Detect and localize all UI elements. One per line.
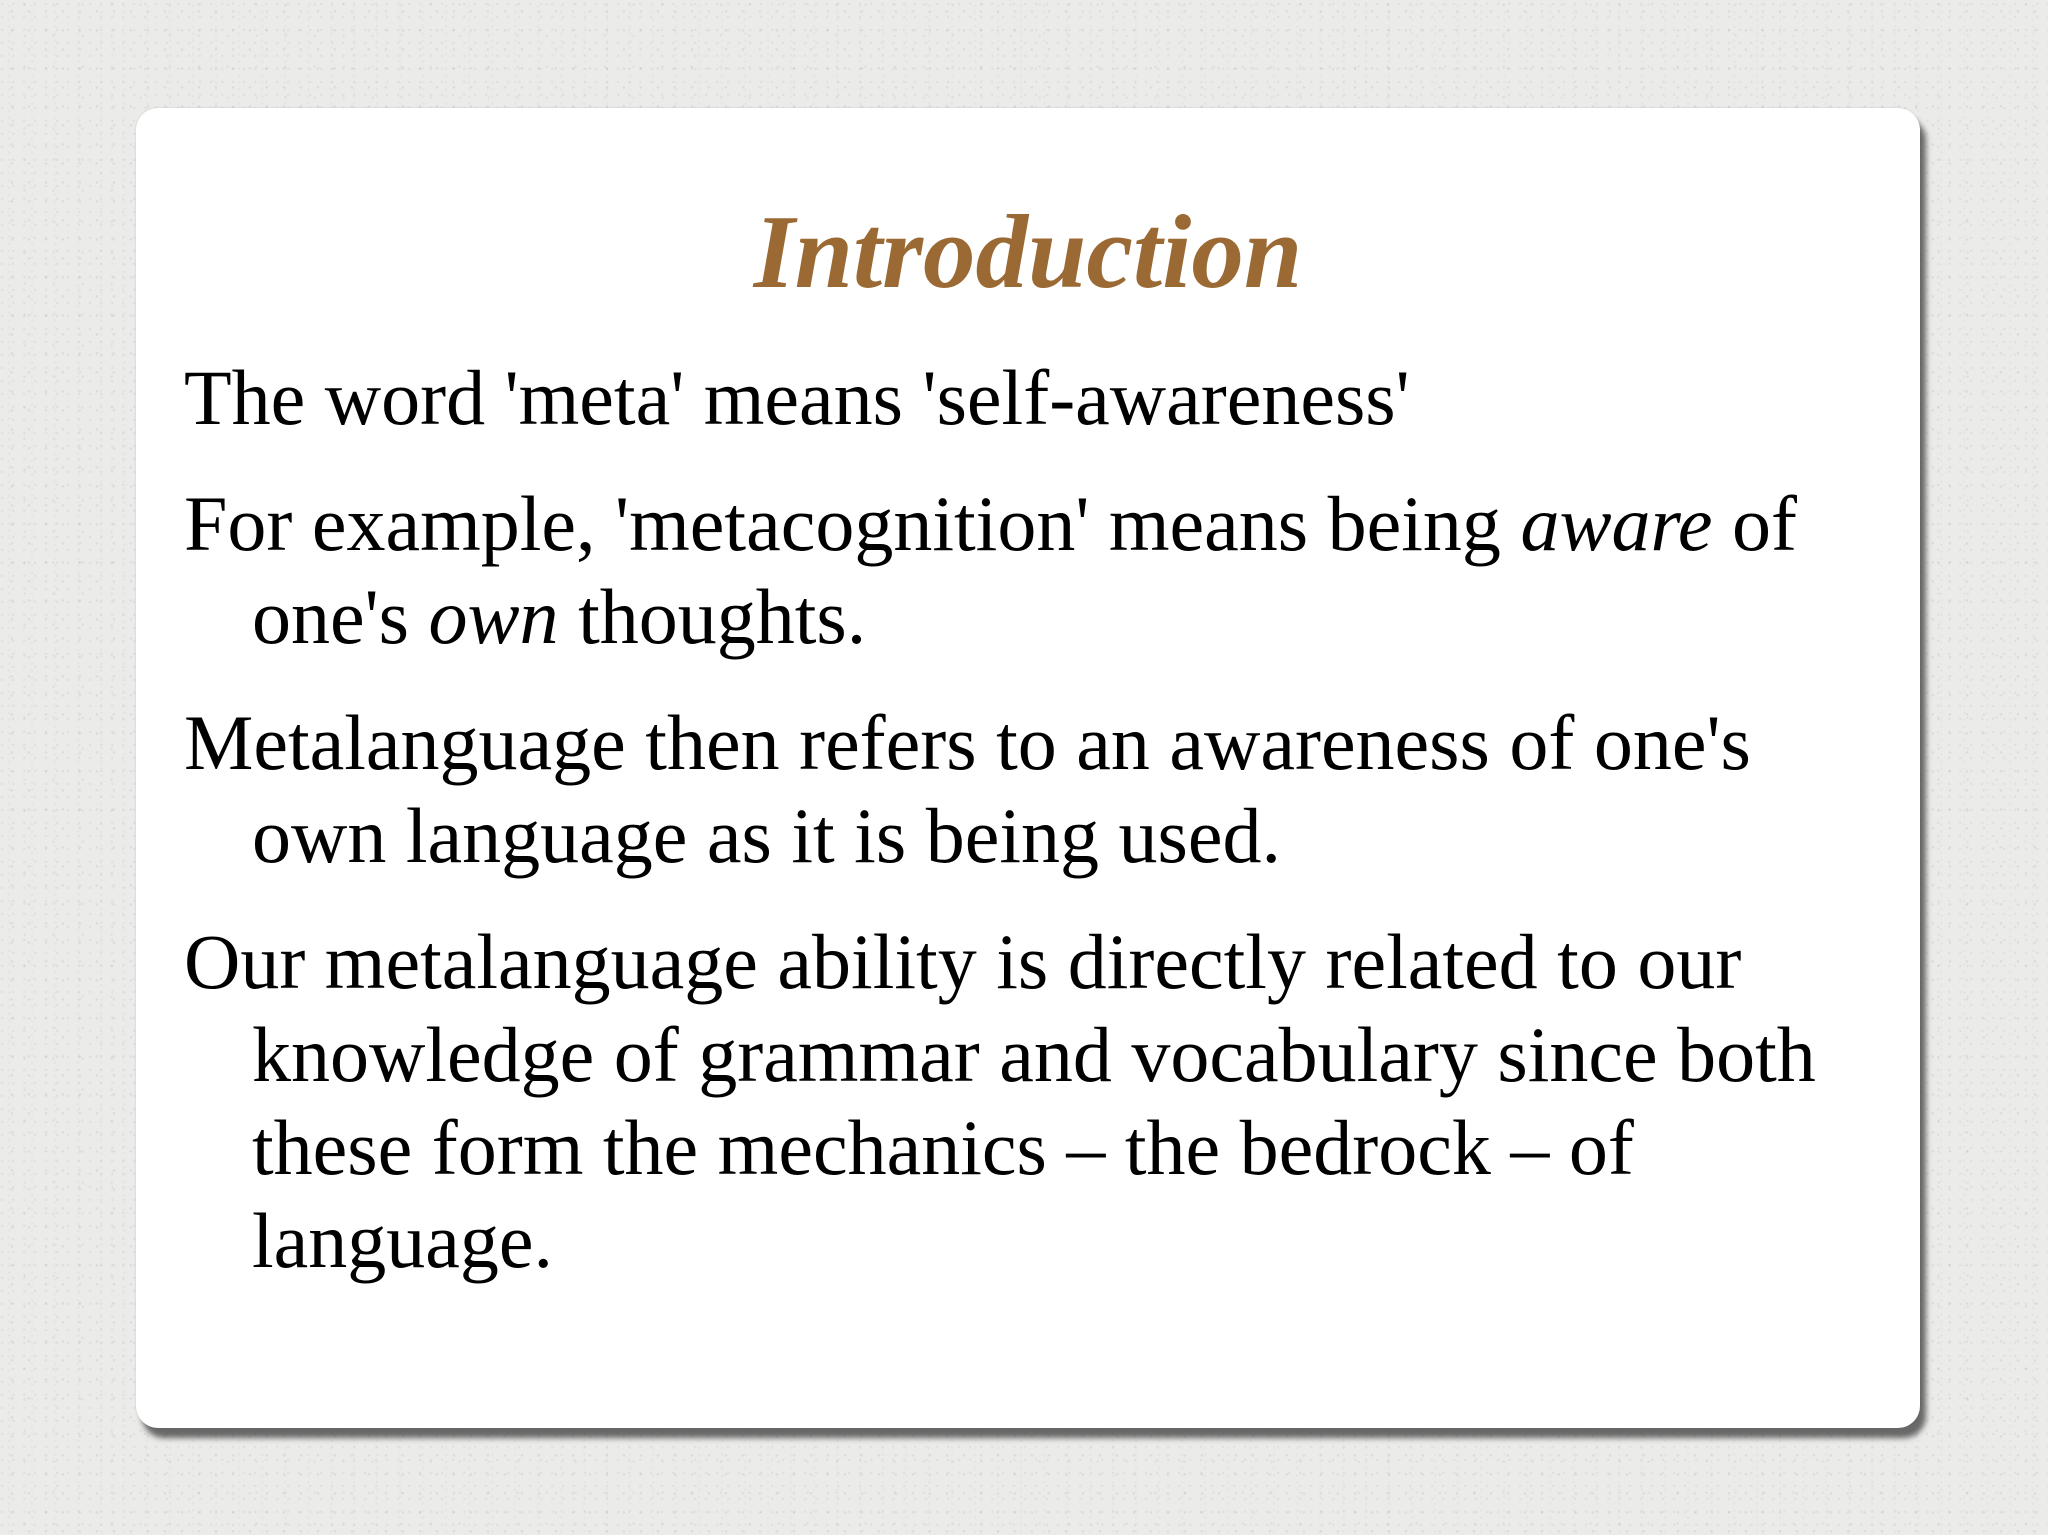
slide-card xyxy=(136,108,1920,1428)
bullet-item xyxy=(184,351,1872,444)
bullet-item xyxy=(184,477,1872,663)
bullet-item xyxy=(184,696,1872,882)
emphasis-text: own xyxy=(428,572,559,660)
bullet-text: Our metalanguage ability is directly related to our knowledge of grammar and vocabulary since both these form the mechanics – the bedrock – of language. xyxy=(184,917,1816,1284)
bullet-text: Metalanguage then refers to an awareness of one's own language as it is being used. xyxy=(184,698,1751,879)
bullet-list xyxy=(184,351,1872,1287)
emphasis-text: aware xyxy=(1520,479,1713,567)
bullet-text: For example, 'metacognition' means being xyxy=(184,479,1521,567)
bullet-text: of one's xyxy=(252,479,1798,660)
bullet-item xyxy=(184,915,1872,1287)
bullet-text: The word 'meta' means 'self-awareness' xyxy=(184,353,1410,441)
slide-title: Introduction xyxy=(753,193,1303,310)
bullet-text: thoughts. xyxy=(558,572,867,660)
